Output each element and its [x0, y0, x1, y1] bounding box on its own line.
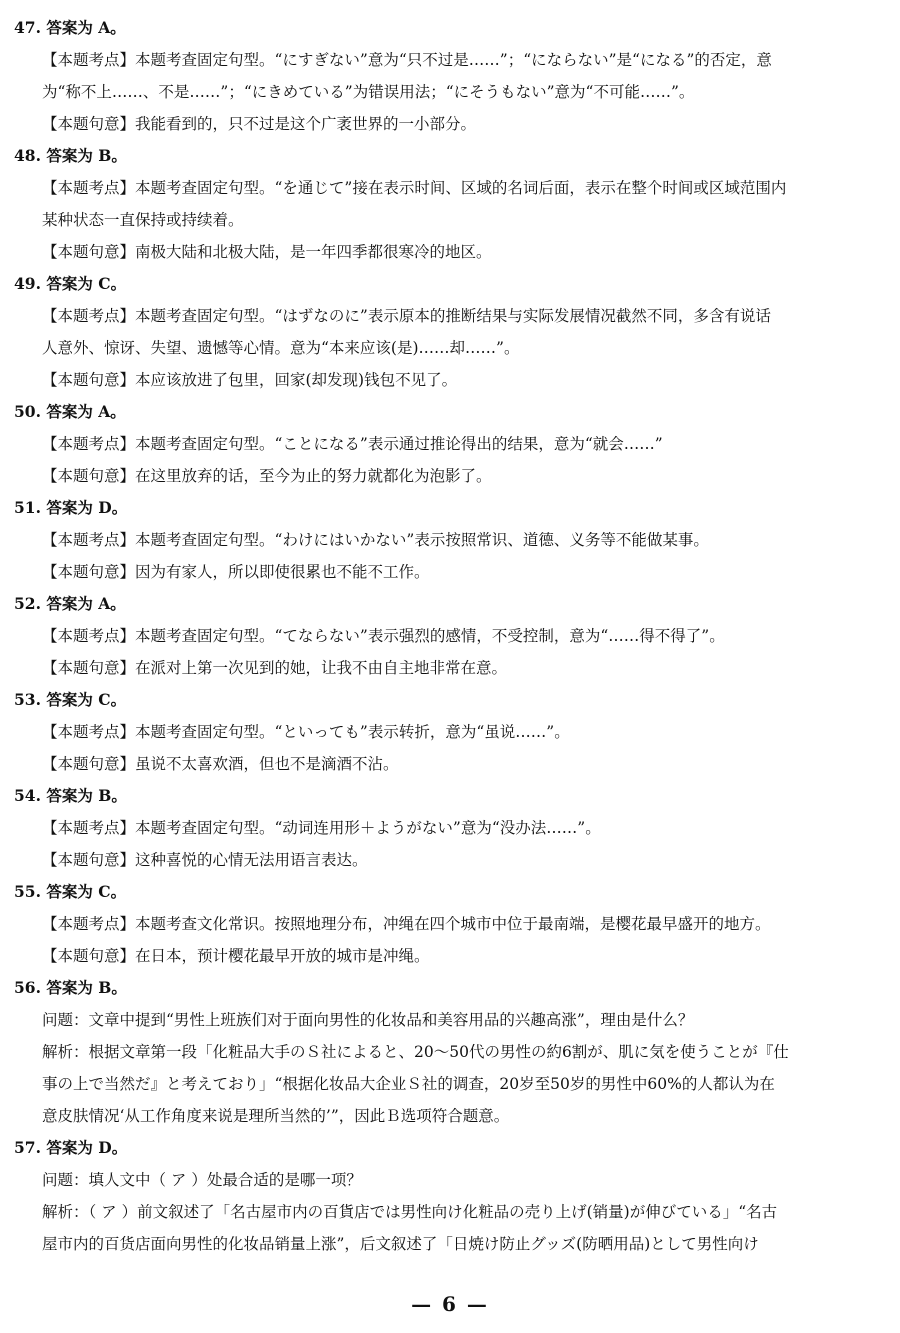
answer-heading: 53. 答案为 C。 [14, 690, 127, 709]
explanation-line: 某种状态一直保持或持续着。 [42, 211, 244, 229]
explanation-line: 解析：根据文章第一段「化粧品大手のＳ社によると、20～50代の男性の約6割が、肌に気を使うことが『仕 [42, 1043, 789, 1061]
answer-heading: 54. 答案为 B。 [14, 786, 127, 805]
answer-item [14, 140, 882, 268]
answer-heading: 57. 答案为 D。 [14, 1138, 128, 1157]
answer-key-content [14, 12, 882, 1260]
answer-item [14, 876, 882, 972]
explanation-line: 【本题考点】本题考查固定句型。“にすぎない”意为“只不过是……”；“にならない”是“になる”的否定，意 [42, 51, 772, 69]
page-number: — 6 — [411, 1292, 489, 1316]
explanation-line: 【本题考点】本题考查固定句型。“动词连用形＋ようがない”意为“没办法……”。 [42, 819, 601, 837]
answer-heading: 55. 答案为 C。 [14, 882, 127, 901]
answer-item [14, 268, 882, 396]
answer-heading: 47. 答案为 A。 [14, 18, 126, 37]
explanation-line: 【本题句意】我能看到的，只不过是这个广袤世界的一小部分。 [42, 115, 477, 133]
explanation-line: 【本题句意】这种喜悦的心情无法用语言表达。 [42, 851, 368, 869]
explanation-line: 问题：文章中提到“男性上班族们对于面向男性的化妆品和美容用品的兴趣高涨”，理由是什么？ [42, 1011, 694, 1029]
explanation-line: 解析：（ ア ）前文叙述了「名古屋市内の百貨店では男性向け化粧品の売り上げ(销量)が伸びている」“名古 [42, 1203, 778, 1221]
explanation-line: 【本题考点】本题考查固定句型。“わけにはいかない”表示按照常识、道德、义务等不能做某事。 [42, 531, 709, 549]
explanation-line: 【本题句意】本应该放进了包里，回家(却发现)钱包不见了。 [42, 371, 458, 389]
answer-item [14, 396, 882, 492]
explanation-line: 【本题句意】在这里放弃的话，至今为止的努力就都化为泡影了。 [42, 467, 492, 485]
explanation-line: 屋市内的百货店面向男性的化妆品销量上涨”，后文叙述了「日焼け防止グッズ(防晒用品)として男性向け [42, 1235, 759, 1253]
answer-item [14, 780, 882, 876]
answer-heading: 51. 答案为 D。 [14, 498, 128, 517]
explanation-line: 问题：填人文中（ ア ）处最合适的是哪一项？ [42, 1171, 362, 1189]
explanation-line: 人意外、惊讶、失望、遗憾等心情。意为“本来应该(是)……却……”。 [42, 339, 520, 357]
explanation-line: 【本题考点】本题考查固定句型。“てならない”表示强烈的感情，不受控制，意为“……得不得了”。 [42, 627, 725, 645]
answer-item [14, 492, 882, 588]
answer-item [14, 972, 882, 1132]
answer-item [14, 684, 882, 780]
explanation-line: 【本题考点】本题考查固定句型。“はずなのに”表示原本的推断结果与实际发展情况截然不同，多含有说话 [42, 307, 771, 325]
explanation-line: 【本题考点】本题考查文化常识。按照地理分布，冲绳在四个城市中位于最南端，是樱花最早盛开的地方。 [42, 915, 771, 933]
answer-heading: 50. 答案为 A。 [14, 402, 126, 421]
answer-heading: 49. 答案为 C。 [14, 274, 127, 293]
answer-item [14, 12, 882, 140]
explanation-line: 【本题句意】因为有家人，所以即使很累也不能不工作。 [42, 563, 430, 581]
explanation-line: 【本题句意】在日本，预计樱花最早开放的城市是冲绳。 [42, 947, 430, 965]
answer-heading: 56. 答案为 B。 [14, 978, 127, 997]
explanation-line: 【本题考点】本题考查固定句型。“を通じて”接在表示时间、区域的名词后面，表示在整个时间或区域范围内 [42, 179, 787, 197]
answer-item [14, 588, 882, 684]
explanation-line: 【本题句意】在派对上第一次见到的她，让我不由自主地非常在意。 [42, 659, 508, 677]
answer-item [14, 1132, 882, 1260]
explanation-line: 【本题句意】南极大陆和北极大陆，是一年四季都很寒冷的地区。 [42, 243, 492, 261]
explanation-line: 【本题考点】本题考查固定句型。“といっても”表示转折，意为“虽说……”。 [42, 723, 570, 741]
explanation-line: 【本题考点】本题考查固定句型。“ことになる”表示通过推论得出的结果，意为“就会……” [42, 435, 663, 453]
answer-heading: 52. 答案为 A。 [14, 594, 126, 613]
explanation-line: 【本题句意】虽说不太喜欢酒，但也不是滴酒不沾。 [42, 755, 399, 773]
explanation-line: 意皮肤情况‘从工作角度来说是理所当然的’”，因此Ｂ选项符合题意。 [42, 1107, 510, 1125]
answer-heading: 48. 答案为 B。 [14, 146, 127, 165]
explanation-line: 事の上で当然だ』と考えており」“根据化妆品大企业Ｓ社的调查，20岁至50岁的男性中60%的人都认为在 [42, 1075, 775, 1093]
explanation-line: 为“称不上……、不是……”；“にきめている”为错误用法；“にそうもない”意为“不可能……”。 [42, 83, 695, 101]
